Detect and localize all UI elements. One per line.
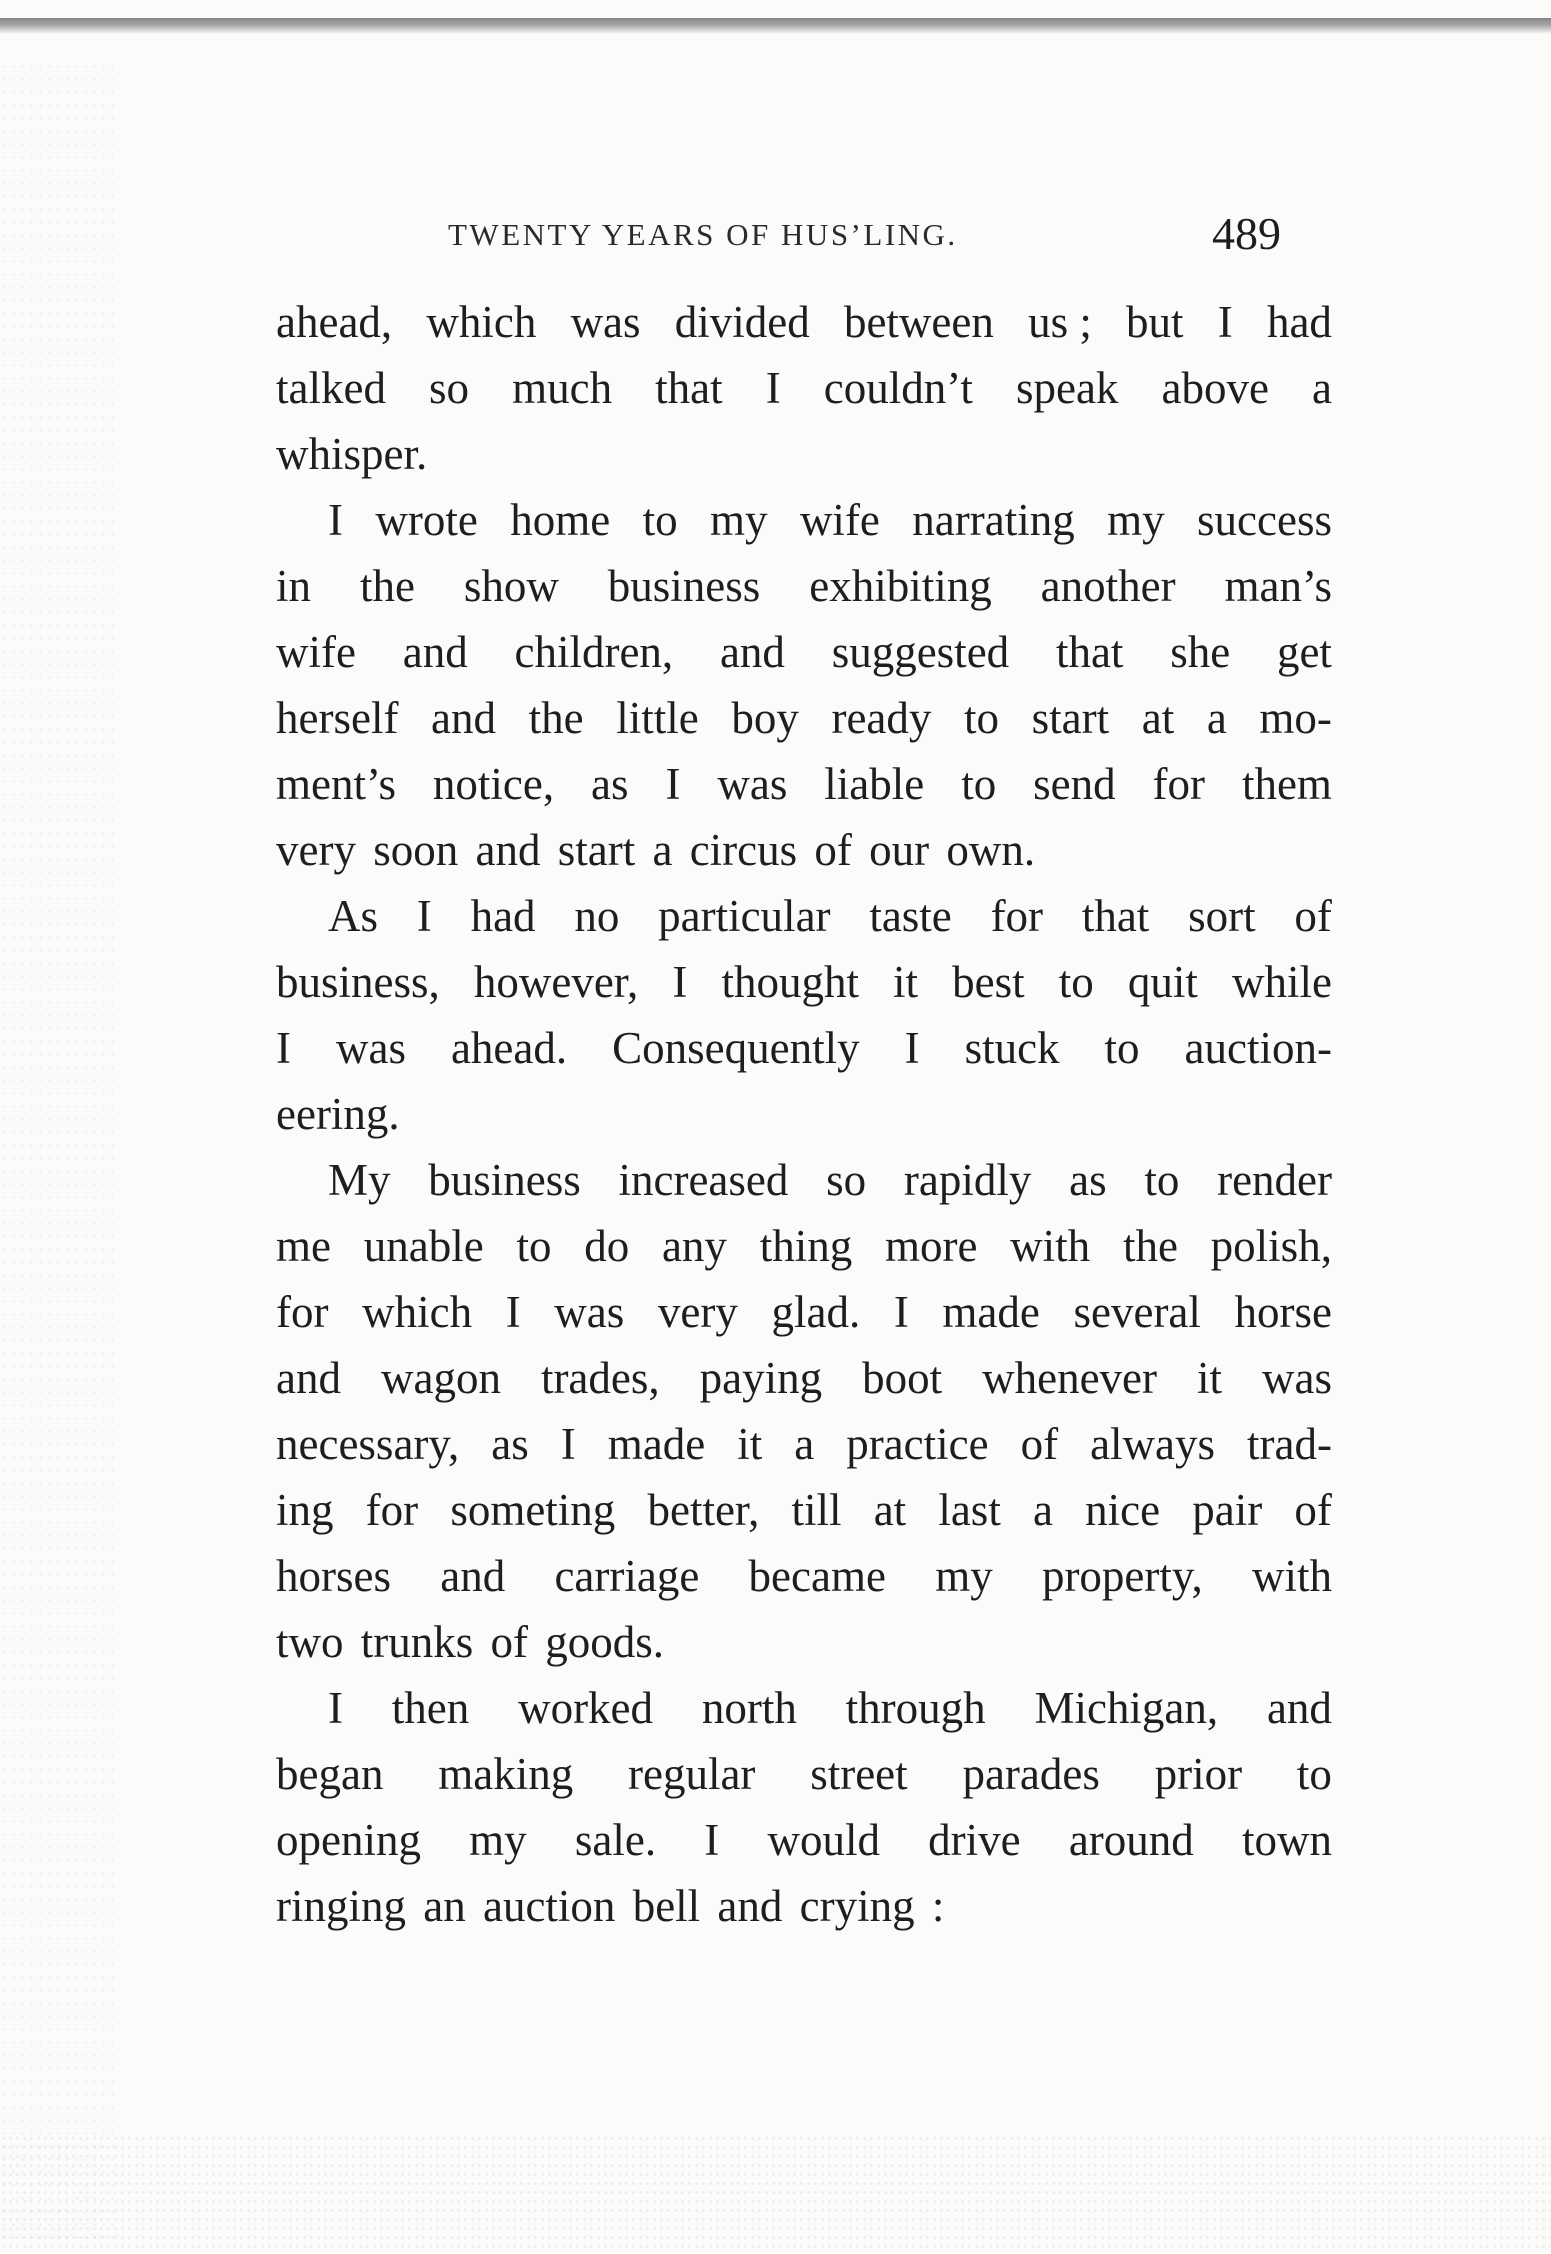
text-line	[276, 1015, 1332, 1081]
text-line	[276, 1345, 1332, 1411]
word: I	[505, 1287, 521, 1337]
word: it	[737, 1419, 763, 1469]
text-line	[276, 1807, 1332, 1873]
text-line	[276, 553, 1332, 619]
word: for	[365, 1485, 419, 1535]
word: which	[426, 297, 537, 347]
word: to	[1144, 1155, 1180, 1205]
word: and	[440, 1551, 506, 1601]
paragraph	[276, 1147, 1332, 1675]
word: became	[748, 1551, 886, 1601]
word: another	[1040, 561, 1176, 611]
word: auction	[482, 1881, 616, 1931]
word: of	[1294, 891, 1332, 941]
word: I	[672, 957, 688, 1007]
word: my	[710, 495, 768, 545]
scan-top-edge	[0, 18, 1551, 34]
word: to	[642, 495, 678, 545]
word: between	[843, 297, 994, 347]
word: rapidly	[903, 1155, 1032, 1205]
page-number: 489	[1212, 208, 1281, 259]
word: so	[429, 363, 470, 413]
word: very	[657, 1287, 738, 1337]
word: stuck	[964, 1023, 1060, 1073]
word: as	[491, 1419, 529, 1469]
word: practice	[846, 1419, 989, 1469]
word: best	[952, 957, 1025, 1007]
text-line	[276, 487, 1332, 553]
word: to	[1296, 1749, 1332, 1799]
word: it	[893, 957, 919, 1007]
word: necessary,	[276, 1419, 460, 1469]
word: my	[935, 1551, 993, 1601]
word: while	[1231, 957, 1332, 1007]
word: man’s	[1224, 561, 1332, 611]
word: as	[1069, 1155, 1107, 1205]
word: much	[512, 363, 613, 413]
word: carriage	[554, 1551, 700, 1601]
word: drive	[928, 1815, 1021, 1865]
word: wrote	[375, 495, 478, 545]
word: making	[438, 1749, 574, 1799]
word: Consequently	[612, 1023, 860, 1073]
word: made	[607, 1419, 706, 1469]
word: a	[1206, 693, 1227, 743]
word: divided	[674, 297, 810, 347]
text-line	[276, 1081, 1332, 1147]
text-line	[276, 685, 1332, 751]
running-head	[0, 205, 1551, 265]
text-line	[276, 883, 1332, 949]
word: show	[463, 561, 559, 611]
text-line	[276, 817, 1332, 883]
word: ment’s	[276, 759, 396, 809]
word: render	[1217, 1155, 1332, 1205]
word: sort	[1188, 891, 1256, 941]
word: I	[328, 1683, 343, 1733]
word: our	[869, 825, 930, 875]
word: any	[661, 1221, 727, 1271]
word: suggested	[831, 627, 1010, 677]
word: was	[335, 1023, 406, 1073]
word: unable	[363, 1221, 484, 1271]
word: start	[557, 825, 636, 875]
word: paying	[699, 1353, 823, 1403]
word: the	[1122, 1221, 1178, 1271]
word: horse	[1234, 1287, 1332, 1337]
word: us ;	[1028, 297, 1092, 347]
word: I	[276, 1023, 291, 1073]
word: wife	[799, 495, 880, 545]
word: I	[904, 1023, 920, 1073]
word: soon	[373, 825, 459, 875]
paragraph	[276, 1675, 1332, 1939]
word: that	[1081, 891, 1150, 941]
word: last	[938, 1485, 1001, 1535]
word: street	[810, 1749, 908, 1799]
word: and	[475, 825, 541, 875]
word: of	[1020, 1419, 1059, 1469]
word: couldn’t	[823, 363, 973, 413]
word: talked	[276, 363, 386, 413]
word: had	[1266, 297, 1332, 347]
word: to	[1104, 1023, 1140, 1073]
word: opening	[276, 1815, 421, 1865]
word: and	[719, 627, 785, 677]
word: began	[276, 1749, 384, 1799]
word: with	[1010, 1221, 1091, 1271]
paragraph	[276, 487, 1332, 883]
word: I	[328, 495, 343, 545]
word: worked	[518, 1683, 654, 1733]
word: ahead.	[450, 1023, 568, 1073]
word: always	[1090, 1419, 1216, 1469]
scan-left-speckle	[0, 60, 120, 2250]
text-line	[276, 1477, 1332, 1543]
word: a	[1312, 363, 1332, 413]
word: herself	[276, 693, 399, 743]
text-line	[276, 1279, 1332, 1345]
word: was	[554, 1287, 625, 1337]
word: ing	[276, 1485, 334, 1535]
word: mo-	[1259, 693, 1332, 743]
word: As	[328, 891, 379, 941]
word: whenever	[982, 1353, 1157, 1403]
word: trad-	[1247, 1419, 1332, 1469]
word: my	[1107, 495, 1165, 545]
word: start	[1031, 693, 1110, 743]
paragraph	[276, 883, 1332, 1147]
word: I	[1217, 297, 1233, 347]
word: horses	[276, 1551, 391, 1601]
word: liable	[824, 759, 925, 809]
word: that	[1055, 627, 1124, 677]
text-line	[276, 1543, 1332, 1609]
word: crying :	[799, 1881, 945, 1931]
word: it	[1196, 1353, 1222, 1403]
word: trades,	[540, 1353, 660, 1403]
word: to	[964, 693, 1000, 743]
word: eering.	[276, 1089, 400, 1139]
word: notice,	[432, 759, 555, 809]
word: trunks	[360, 1617, 474, 1667]
word: particular	[658, 891, 831, 941]
word: goods.	[545, 1617, 665, 1667]
word: for	[1152, 759, 1206, 809]
word: no	[574, 891, 620, 941]
word: circus	[689, 825, 798, 875]
word: was	[570, 297, 641, 347]
word: taste	[869, 891, 952, 941]
word: narrating	[912, 495, 1075, 545]
word: business,	[276, 957, 440, 1007]
text-line	[276, 949, 1332, 1015]
word: My	[328, 1155, 391, 1205]
word: success	[1197, 495, 1332, 545]
word: made	[942, 1287, 1040, 1337]
text-line	[276, 1609, 1332, 1675]
word: exhibiting	[809, 561, 992, 611]
body-text	[276, 289, 1332, 1939]
word: for	[276, 1287, 329, 1337]
word: town	[1241, 1815, 1332, 1865]
word: children,	[514, 627, 674, 677]
text-line	[276, 1213, 1332, 1279]
word: then	[391, 1683, 470, 1733]
text-line	[276, 1741, 1332, 1807]
word: I	[893, 1287, 909, 1337]
word: however,	[473, 957, 639, 1007]
word: little	[616, 693, 699, 743]
scan-bottom-speckle	[0, 2134, 1551, 2254]
word: Michigan,	[1034, 1683, 1219, 1733]
text-line	[276, 1873, 1332, 1939]
word: more	[884, 1221, 978, 1271]
word: had	[470, 891, 536, 941]
word: of	[490, 1617, 528, 1667]
word: home	[510, 495, 611, 545]
word: glad.	[771, 1287, 861, 1337]
word: own.	[946, 825, 1036, 875]
word: so	[826, 1155, 867, 1205]
word: sale.	[574, 1815, 657, 1865]
word: and	[1266, 1683, 1332, 1733]
word: as	[591, 759, 629, 809]
word: parades	[962, 1749, 1100, 1799]
word: of	[814, 825, 852, 875]
word: several	[1073, 1287, 1201, 1337]
word: ahead,	[276, 297, 393, 347]
text-line	[276, 1675, 1332, 1741]
word: for	[990, 891, 1044, 941]
word: two	[276, 1617, 344, 1667]
word: I	[416, 891, 432, 941]
word: that	[655, 363, 723, 413]
word: wife	[276, 627, 356, 677]
word: boy	[731, 693, 799, 743]
word: nice	[1085, 1485, 1161, 1535]
word: business	[428, 1155, 581, 1205]
word: do	[584, 1221, 630, 1271]
word: to	[516, 1221, 552, 1271]
word: quit	[1127, 957, 1198, 1007]
word: at	[873, 1485, 907, 1535]
word: she	[1170, 627, 1231, 677]
word: property,	[1041, 1551, 1203, 1601]
word: the	[359, 561, 415, 611]
word: bell	[632, 1881, 701, 1931]
text-line	[276, 619, 1332, 685]
word: I	[665, 759, 681, 809]
word: and	[717, 1881, 783, 1931]
word: a	[794, 1419, 815, 1469]
word: regular	[628, 1749, 756, 1799]
word: around	[1068, 1815, 1194, 1865]
word: and	[276, 1353, 341, 1403]
word: but	[1126, 297, 1184, 347]
word: ready	[831, 693, 932, 743]
word: of	[1294, 1485, 1332, 1535]
word: at	[1141, 693, 1175, 743]
word: better,	[647, 1485, 760, 1535]
word: increased	[618, 1155, 789, 1205]
word: wagon	[380, 1353, 501, 1403]
word: get	[1276, 627, 1332, 677]
word: to	[1058, 957, 1094, 1007]
word: the	[528, 693, 584, 743]
word: I	[704, 1815, 720, 1865]
word: a	[652, 825, 673, 875]
word: to	[961, 759, 997, 809]
text-line	[276, 289, 1332, 355]
paragraph	[276, 289, 1332, 487]
word: north	[701, 1683, 797, 1733]
word: me	[276, 1221, 331, 1271]
word: and	[431, 693, 497, 743]
word: auction-	[1184, 1023, 1332, 1073]
word: in	[276, 561, 312, 611]
word: till	[791, 1485, 842, 1535]
word: was	[717, 759, 788, 809]
word: and	[402, 627, 468, 677]
word: pair	[1192, 1485, 1263, 1535]
text-line	[276, 1411, 1332, 1477]
text-line	[276, 355, 1332, 421]
word: speak	[1015, 363, 1119, 413]
word: a	[1032, 1485, 1053, 1535]
word: whisper.	[276, 429, 428, 479]
word: someting	[450, 1485, 616, 1535]
text-line	[276, 751, 1332, 817]
word: would	[767, 1815, 880, 1865]
word: with	[1251, 1551, 1332, 1601]
text-line	[276, 1147, 1332, 1213]
word: very	[276, 825, 356, 875]
word: my	[469, 1815, 527, 1865]
word: boot	[862, 1353, 943, 1403]
word: business	[607, 561, 761, 611]
word: through	[845, 1683, 986, 1733]
word: I	[765, 363, 781, 413]
text-line	[276, 421, 1332, 487]
word: ringing	[276, 1881, 406, 1931]
word: send	[1033, 759, 1116, 809]
word: them	[1241, 759, 1332, 809]
word: polish,	[1210, 1221, 1332, 1271]
word: thing	[759, 1221, 853, 1271]
word: thought	[721, 957, 859, 1007]
word: above	[1161, 363, 1269, 413]
word: which	[362, 1287, 473, 1337]
word: an	[423, 1881, 466, 1931]
word: I	[560, 1419, 576, 1469]
word: prior	[1154, 1749, 1243, 1799]
running-title: TWENTY YEARS OF HUS’LING.	[448, 217, 958, 252]
word: was	[1261, 1353, 1332, 1403]
